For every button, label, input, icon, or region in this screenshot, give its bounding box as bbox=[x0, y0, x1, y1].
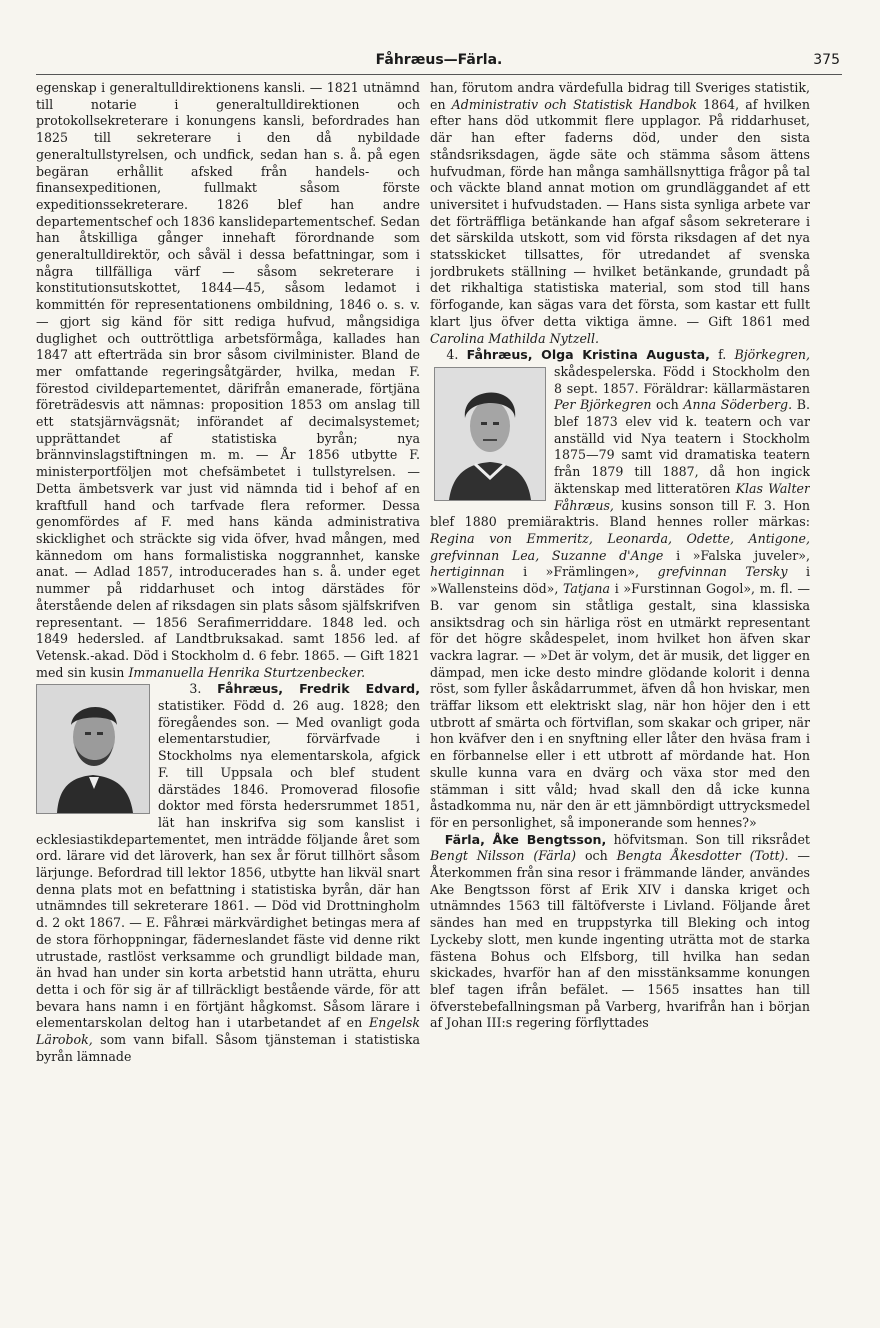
body-text: B. blef 1873 elev vid k. teatern och var anställd vid Nya teatern i Stockholm 1875—79 samt vid dramatiska teatern från 1879 till 1887, då hon ingick äktenskap med litteratören bbox=[554, 397, 810, 496]
role-name: Tatjana bbox=[563, 581, 611, 597]
entry-ake-bengtsson bbox=[430, 832, 810, 1032]
body-text: kusins sonson till F. 3. Hon blef 1880 premiäraktris. Bland hennes roller märkas: bbox=[430, 497, 810, 530]
right-column bbox=[430, 80, 810, 1316]
header-title: Fåhræus—Färla. bbox=[375, 52, 503, 68]
role-list: Regina von Emmeritz, Leonarda, Odette, Antigone, grefvinnan Lea, Suzanne d'Ange bbox=[430, 530, 810, 563]
person-name: Björkegren, bbox=[734, 347, 810, 363]
entry-heading: Fåhræus, Fredrik Edvard, bbox=[217, 681, 420, 697]
role-name: hertiginnan bbox=[430, 564, 505, 580]
body-text: i »Wallensteins död», bbox=[430, 564, 810, 597]
entry-olga-kristina-augusta bbox=[430, 347, 810, 831]
body-text: f. bbox=[718, 347, 727, 363]
body-text: han, förutom andra värdefulla bidrag till Sveriges statistik, en bbox=[430, 80, 810, 112]
paragraph bbox=[430, 80, 810, 347]
portrait-fredrik-edvard-image bbox=[36, 684, 150, 814]
portrait-olga-image bbox=[434, 367, 546, 501]
book-title: Engelsk Lärobok, bbox=[36, 1015, 420, 1048]
portrait-engraving-icon bbox=[37, 685, 149, 813]
person-name: Per Björkegren bbox=[554, 397, 652, 413]
body-text: egenskap i generaltulldirektionens kansli. — 1821 utnämnd till notarie i generaltulldirektionen och protokollsekreterare i konungens kansli, befordrades han 1825 till sekreterare i den då nybildade generaltullstyrelsen, och undfick, sedan han s. å. på egen begäran erhållit afsked från handels- och finansexpeditionen, fullmakt såsom förste expeditionssekreterare. 1826 blef han andre departementschef och 1836 kanslidepartementschef. Sedan han åtskilliga gånger innehaft förordnande som generaltulldirektör, och såväl i dessa befattningar, som i några tillfälliga värf — såsom sekreterare i konstitutionsutskottet, 1844—45, såsom ledamot i kommittén för representationens ombildning, 1846 o. s. v. — gjort sig känd för sitt rediga hufvud, mångsidiga duglighet och outtröttliga arbetsförmåga, kallades han 1847 att efterträda sin bror såsom civilminister. Bland de mer omfattande regeringsåtgärder, hvilka, medan F. förestod civildepartementet, därifrån emanerade, förtjäna företrädesvis att nämnas: proposition 1853 om anslag till ett statsjärnvägsnät; införandet af decimalsystemet; upprättandet af statistiska byrån; nya brännvinslagstiftningen m. m. — År 1856 utbytte F. ministerportföljen mot chefsämbetet i tullstyrelsen. — Detta ämbetsverk var just vid nämnda tid i behof af en kraftfull hand och tarfvade flera reformer. Dessa genomfördes af F. med hans kända administrativa skicklighet och sträckte sig vida öfver, hvad mången, med kännedom om hans formalistiska noggrannhet, kanske anat. — Adlad 1857, introducerades han s. å. under eget nummer på riddarhuset och intog därstädes för återstående delen af riksdagen sin plats såsom själfskrifven representant. — 1856 Serafimerriddare. 1848 led. och 1849 hedersled. af Landtbruksakad. samt 1856 led. af Vetensk.-akad. Död i Stockholm d. 6 febr. 1865. — Gift 1821 med sin kusin bbox=[36, 80, 420, 680]
entry-number: 3. bbox=[189, 681, 202, 697]
entry-number: 4. bbox=[446, 347, 459, 363]
book-title: Administrativ och Statistisk Handbok bbox=[451, 96, 698, 112]
person-name: Bengta Åkesdotter (Tott). bbox=[616, 848, 789, 864]
body-text: i »Furstinnan Gogol», m. fl. — B. var genom sin ståtliga gestalt, sina klassiska ansiktsdrag och sin härliga röst en utmärkt representant för det högre skådespelet, inom hvilket hon äfven skar vackra lagrar. — »Det är volym, det är musik, det ligger en dämpad, men icke desto mindre glödande kolorit i denna röst, som fyller åskådarrummet, äfven då hon hviskar, men träffar liksom ett elektriskt slag, när hon höjer den i ett utbrott af smärta och förtviflan, som skakar och griper, när hon kväfver den i en snyftning eller låter den hväsa fram i en förbannelse eller i ett utbrott af mördande hat. Hon skulle kunna vara en dvärg och växa stor med den stämman i sitt våld; hvad skall den då icke kunna åstadkomma nu, när den är ett jämnbördigt uttrycksmedel för en personlighet, så imponerande som hennes?» bbox=[430, 581, 810, 830]
body-text: och bbox=[656, 397, 679, 413]
body-text: — Återkommen från sina resor i främmande länder, användes Ake Bengtsson först af Erik XIV i danska kriget och utnämndes 1563 till fältöfverste i Livland. Följande året sändes han med en truppstyrka till Bleking och intog Lyckeby slott, men kunde ingenting uträtta mot de starka fästena Bohus och Elfsborg, till hvilka han sedan skickades, hvarför han af den misstänksamme konungen blef tagen ifrån befälet. — 1565 insattes han till öfverstebefallningsman på Varberg, hvarifrån han i början af Johan III:s regering förflyttades bbox=[430, 848, 810, 1031]
person-name: Klas Walter Fåhræus, bbox=[554, 480, 810, 513]
body-text: i »Falska juveler», bbox=[676, 547, 810, 563]
person-name: Bengt Nilsson (Färla) bbox=[430, 848, 577, 864]
body-text: och bbox=[584, 848, 608, 864]
body-text: 1864, af hvilken efter hans död utkommit flere upplagor. På riddarhuset, där han efter faderns död, under den sista ståndsriksdagen, ägde säte och stämma såsom ättens hufvudman, förde han många samhällsnyttiga frågor på tal och väckte bland annat motion om grundläggandet af ett universitet i hufvudstaden. — Hans sista synliga arbete var det förträffliga betänkande han afgaf såsom sekreterare i det särskilda utskott, som vid första riksdagen af det nya statsskicket tillsattes, för utredandet af svenska jordbrukets ställning — hvilket betänkande, grundadt på det rikhaltiga statistiska material, som stod till hans förfogande, kan sägas vara det första, som kastar ett fullt klart ljus öfver detta viktiga ämne. — Gift 1861 med bbox=[430, 96, 810, 329]
body-text: höfvitsman. Son till riksrådet bbox=[613, 831, 810, 847]
entry-heading: Färla, Åke Bengtsson, bbox=[444, 831, 607, 847]
left-column bbox=[36, 80, 420, 1316]
entry-heading: Fåhræus, Olga Kristina Augusta, bbox=[466, 347, 710, 363]
body-text: skådespelerska. Född i Stockholm den 8 sept. 1857. Föräldrar: källarmästaren bbox=[554, 363, 810, 396]
person-name: Carolina Mathilda Nytzell. bbox=[430, 330, 599, 346]
body-text: som vann bifall. Såsom tjänsteman i statistiska byrån lämnade bbox=[36, 1032, 420, 1064]
paragraph bbox=[36, 80, 420, 681]
body-text: i »Främlingen», bbox=[523, 564, 640, 580]
person-name: Anna Söderberg. bbox=[683, 397, 793, 413]
portrait-engraving-icon bbox=[435, 368, 545, 500]
role-name: grefvinnan Tersky bbox=[657, 564, 788, 580]
body-text: statistiker. Född d. 26 aug. 1828; den föregåendes son. — Med ovanligt goda elementarstudier, förvärfvade i Stockholms nya elementarskola, afgick F. till Uppsala och blef student därstädes 1846. Promoverad filosofie doktor med första hedersrummet 1851, lät han inskrifva sig som kanslist i ecklesiastikdepartementet, men inträdde följande året som ord. lärare vid det läroverk, han sex år förut tillhört såsom lärjunge. Befordrad till lektor 1856, utbytte han likväl snart denna plats mot en befattning i statistiska byrån, där han utnämndes till sekreterare 1861. — Död vid Drottningholm d. 2 okt 1867. — E. Fåhræi märkvärdighet betingas mera af de stora förhoppningar, fäderneslandet fäste vid denne rikt utrustade, rastlöst verksamme och grundligt bildade man, än hvad han under sin korta arbetstid hann uträtta, ehuru detta i och för sig är af tillräckligt bestående värde, för att bevara hans namn i en förtjänt hågkomst. Såsom lärare i elementarskolan deltog han i utarbetandet af en bbox=[36, 698, 420, 1031]
running-header bbox=[36, 52, 842, 75]
entry-fredrik-edvard bbox=[36, 681, 420, 1065]
person-name: Immanuella Henrika Sturtzenbecker. bbox=[128, 664, 366, 680]
page-number: 375 bbox=[813, 52, 840, 68]
